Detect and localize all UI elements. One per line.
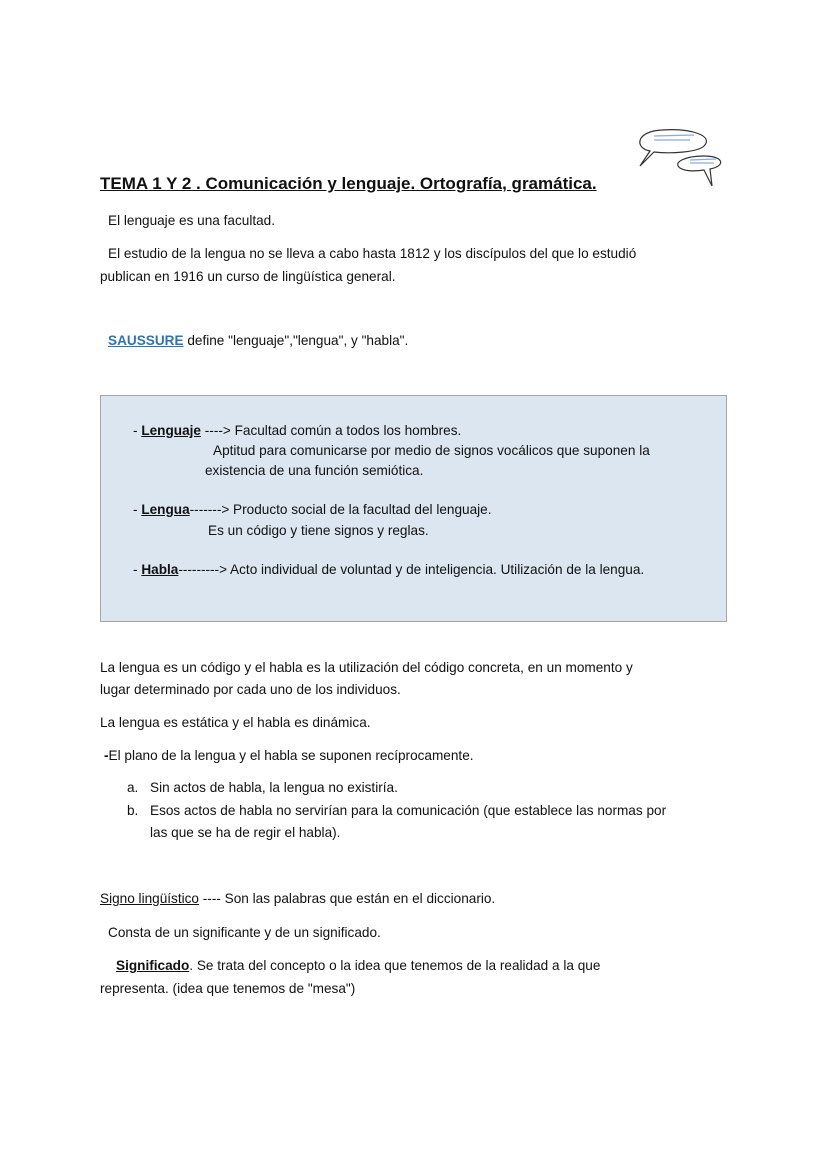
text: define "lenguaje","lengua", y "habla". (183, 333, 409, 348)
list-item: las que se ha de regir el habla). (150, 825, 341, 840)
dash: - (133, 423, 142, 438)
paragraph: El lenguaje es una facultad. (108, 213, 276, 228)
text: . Se trata del concepto o la idea que tenemos de la realidad a la que (189, 958, 601, 973)
paragraph: El estudio de la lengua no se lleva a cabo hasta 1812 y los discípulos del que lo estudió (108, 246, 637, 261)
paragraph: La lengua es estática y el habla es dinámica. (100, 715, 371, 730)
list-item: Sin actos de habla, la lengua no existiría. (150, 780, 398, 795)
term: Habla (141, 562, 179, 577)
significado-line (116, 957, 600, 975)
definition-lengua (133, 501, 492, 519)
paragraph: La lengua es un código y el habla es la utilización del código concreta, en un momento y (100, 660, 633, 675)
saussure-line (108, 332, 408, 350)
definition: ---------> Acto individual de voluntad y de inteligencia. Utilización de la lengua. (178, 562, 645, 577)
signo-line (100, 890, 495, 908)
paragraph (104, 747, 474, 765)
dash: - (133, 502, 142, 517)
paragraph: Consta de un significante y de un significado. (108, 925, 381, 940)
speech-bubbles-icon (632, 126, 727, 192)
definition-lenguaje (133, 422, 461, 440)
saussure-link[interactable]: SAUSSURE (108, 333, 184, 348)
definition-habla (133, 561, 644, 579)
term: Lenguaje (141, 423, 201, 438)
paragraph: lugar determinado por cada uno de los individuos. (100, 682, 401, 697)
term: Signo lingüístico (100, 891, 199, 906)
list-marker: b. (127, 803, 139, 818)
text: El plano de la lengua y el habla se suponen recíprocamente. (108, 748, 474, 763)
text: ---- Son las palabras que están en el diccionario. (199, 891, 496, 906)
term: Lengua (141, 502, 190, 517)
dash: - (133, 562, 142, 577)
dash: - (104, 748, 109, 763)
list-item: Esos actos de habla no servirían para la comunicación (que establece las normas por (150, 803, 667, 818)
definition-line: existencia de una función semiótica. (205, 463, 424, 478)
paragraph: publican en 1916 un curso de lingüística general. (100, 269, 396, 284)
paragraph: representa. (idea que tenemos de "mesa") (100, 981, 356, 996)
term: Significado (116, 958, 190, 973)
page-title: TEMA 1 Y 2 . Comunicación y lenguaje. Ortografía, gramática. (100, 174, 597, 193)
definition-line: Es un código y tiene signos y reglas. (208, 523, 429, 538)
definition: ----> Facultad común a todos los hombres. (200, 423, 462, 438)
list-marker: a. (127, 780, 139, 795)
definition-line: Aptitud para comunicarse por medio de signos vocálicos que suponen la (213, 443, 650, 458)
definition: -------> Producto social de la facultad del lenguaje. (189, 502, 492, 517)
